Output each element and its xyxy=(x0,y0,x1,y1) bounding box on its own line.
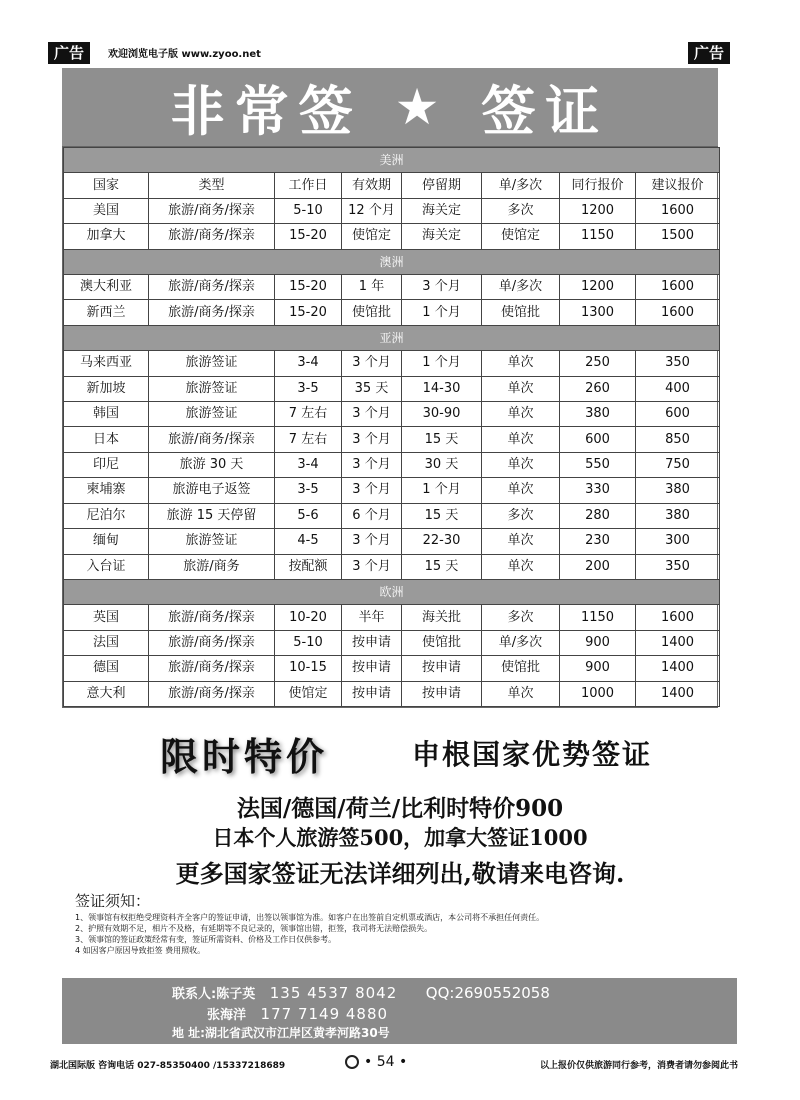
table-cell: 380 xyxy=(636,478,720,503)
column-header: 单/多次 xyxy=(482,173,560,198)
promo-line-3: 更多国家签证无法详细列出,敬请来电咨询. xyxy=(175,859,625,888)
table-cell: 海关批 xyxy=(402,605,482,630)
contact-row-2 xyxy=(207,1004,388,1023)
table-cell: 单/多次 xyxy=(482,275,560,300)
table-cell: 750 xyxy=(636,452,720,477)
table-row xyxy=(64,427,720,452)
table-cell: 使馆定 xyxy=(342,224,402,249)
table-row xyxy=(64,198,720,223)
table-row xyxy=(64,503,720,528)
table-cell: 按申请 xyxy=(402,656,482,681)
table-cell: 5-6 xyxy=(275,503,342,528)
table-cell: 380 xyxy=(636,503,720,528)
note-item: 1、领事馆有权拒绝受理资料齐全客户的签证申请，出签以领事馆为准。如客户在出签前自定机票或酒店，本公司将不承担任何责任。 xyxy=(75,913,545,922)
contact-box xyxy=(62,978,737,1044)
table-cell: 15-20 xyxy=(275,275,342,300)
table-cell: 10-20 xyxy=(275,605,342,630)
table-cell: 马来西亚 xyxy=(64,351,149,376)
table-cell: 海关定 xyxy=(402,224,482,249)
table-cell: 4-5 xyxy=(275,529,342,554)
table-cell: 旅游 30 天 xyxy=(149,452,275,477)
promo-line-2: 日本个人旅游签500，加拿大签证1000 xyxy=(212,825,588,850)
table-cell: 7 左右 xyxy=(275,402,342,427)
table-cell: 230 xyxy=(560,529,636,554)
table-cell: 旅游/商务/探亲 xyxy=(149,275,275,300)
table-cell: 旅游/商务/探亲 xyxy=(149,198,275,223)
ad-badge-left: 广告 xyxy=(48,42,90,64)
table-cell: 1600 xyxy=(636,275,720,300)
table-cell: 1200 xyxy=(560,198,636,223)
visa-notes-title: 签证须知： xyxy=(75,892,151,910)
table-cell: 5-10 xyxy=(275,198,342,223)
table-cell: 250 xyxy=(560,351,636,376)
table-cell: 3-5 xyxy=(275,376,342,401)
table-cell: 按申请 xyxy=(402,681,482,706)
table-cell: 印尼 xyxy=(64,452,149,477)
table-cell: 3 个月 xyxy=(342,427,402,452)
table-cell: 使馆定 xyxy=(275,681,342,706)
contact-phone-2[interactable]: 177 7149 4880 xyxy=(260,1005,389,1023)
table-cell: 400 xyxy=(636,376,720,401)
table-cell: 单次 xyxy=(482,478,560,503)
table-cell: 旅游/商务/探亲 xyxy=(149,300,275,325)
table-cell: 旅游/商务/探亲 xyxy=(149,605,275,630)
region-label: 美洲 xyxy=(64,148,720,173)
table-cell: 旅游签证 xyxy=(149,351,275,376)
title-banner xyxy=(62,68,718,146)
table-cell: 1 年 xyxy=(342,275,402,300)
table-cell: 280 xyxy=(560,503,636,528)
star-icon: ★ xyxy=(394,78,450,136)
table-cell: 旅游/商务/探亲 xyxy=(149,224,275,249)
table-row xyxy=(64,529,720,554)
table-cell: 1600 xyxy=(636,198,720,223)
table-cell: 日本 xyxy=(64,427,149,452)
table-cell: 使馆批 xyxy=(482,656,560,681)
table-cell: 新西兰 xyxy=(64,300,149,325)
table-cell: 旅游 15 天停留 xyxy=(149,503,275,528)
table-cell: 旅游签证 xyxy=(149,402,275,427)
table-cell: 使馆批 xyxy=(402,630,482,655)
table-cell: 12 个月 xyxy=(342,198,402,223)
table-cell: 加拿大 xyxy=(64,224,149,249)
table-cell: 3 个月 xyxy=(342,478,402,503)
table-row xyxy=(64,275,720,300)
table-cell: 法国 xyxy=(64,630,149,655)
table-header-row xyxy=(64,173,720,198)
table-cell: 260 xyxy=(560,376,636,401)
table-cell: 单次 xyxy=(482,554,560,579)
region-label: 亚洲 xyxy=(64,325,720,350)
table-cell: 350 xyxy=(636,351,720,376)
region-label: 澳洲 xyxy=(64,249,720,274)
table-cell: 600 xyxy=(560,427,636,452)
note-item: 2、护照有效期不足，相片不及格，有延期等不良记录的，领事馆出错，拒签，我司将无法赔偿损失。 xyxy=(75,924,433,933)
table-cell: 按配额 xyxy=(275,554,342,579)
table-cell: 入台证 xyxy=(64,554,149,579)
table-cell: 新加坡 xyxy=(64,376,149,401)
table-row xyxy=(64,630,720,655)
table-cell: 使馆定 xyxy=(482,224,560,249)
table-cell: 单/多次 xyxy=(482,630,560,655)
table-cell: 15 天 xyxy=(402,554,482,579)
table-cell: 3 个月 xyxy=(342,351,402,376)
table-cell: 按申请 xyxy=(342,656,402,681)
region-row-asia xyxy=(64,325,720,350)
footer-disclaimer: 以上报价仅供旅游同行参考，消费者请勿参阅此书 xyxy=(539,1061,738,1071)
table-cell: 美国 xyxy=(64,198,149,223)
table-cell: 550 xyxy=(560,452,636,477)
table-row xyxy=(64,402,720,427)
table-cell: 350 xyxy=(636,554,720,579)
visa-notes-list xyxy=(75,912,755,956)
table-cell: 单次 xyxy=(482,351,560,376)
contact-name-2: 张海洋 xyxy=(207,1008,247,1023)
region-label: 欧洲 xyxy=(64,579,720,604)
table-cell: 15 天 xyxy=(402,427,482,452)
column-header: 同行报价 xyxy=(560,173,636,198)
page-number xyxy=(345,1054,407,1070)
table-cell: 300 xyxy=(636,529,720,554)
table-cell: 旅游/商务/探亲 xyxy=(149,630,275,655)
table-row xyxy=(64,605,720,630)
table-cell: 1400 xyxy=(636,630,720,655)
table-cell: 单次 xyxy=(482,376,560,401)
column-header: 工作日 xyxy=(275,173,342,198)
promo-line-1: 法国/德国/荷兰/比利时特价900 xyxy=(236,795,564,822)
table-cell: 900 xyxy=(560,656,636,681)
table-cell: 旅游电子返签 xyxy=(149,478,275,503)
footer-left-text: 湖北国际版 咨询电话 027-85350400 /15337218689 xyxy=(50,1061,286,1071)
table-cell: 330 xyxy=(560,478,636,503)
table-cell: 柬埔寨 xyxy=(64,478,149,503)
contact-row-1 xyxy=(172,983,550,1002)
table-cell: 3-4 xyxy=(275,452,342,477)
table-cell: 德国 xyxy=(64,656,149,681)
contact-address: 地 址:湖北省武汉市江岸区黄孝河路30号 xyxy=(172,1026,390,1040)
table-row xyxy=(64,681,720,706)
limited-time-offer-title: 限时特价 xyxy=(160,734,329,779)
table-cell: 1150 xyxy=(560,224,636,249)
table-cell: 1 个月 xyxy=(402,300,482,325)
table-cell: 单次 xyxy=(482,402,560,427)
table-cell: 900 xyxy=(560,630,636,655)
table-cell: 1 个月 xyxy=(402,478,482,503)
table-row xyxy=(64,478,720,503)
region-row-europe xyxy=(64,579,720,604)
table-cell: 1150 xyxy=(560,605,636,630)
table-row xyxy=(64,656,720,681)
table-cell: 多次 xyxy=(482,605,560,630)
table-cell: 1500 xyxy=(636,224,720,249)
table-cell: 6 个月 xyxy=(342,503,402,528)
table-cell: 850 xyxy=(636,427,720,452)
table-cell: 10-15 xyxy=(275,656,342,681)
banner-title-left: 非常签 xyxy=(170,79,363,143)
table-cell: 3-4 xyxy=(275,351,342,376)
table-cell: 意大利 xyxy=(64,681,149,706)
table-cell: 按申请 xyxy=(342,630,402,655)
table-cell: 旅游/商务/探亲 xyxy=(149,427,275,452)
table-cell: 1400 xyxy=(636,681,720,706)
table-cell: 尼泊尔 xyxy=(64,503,149,528)
table-cell: 380 xyxy=(560,402,636,427)
table-row xyxy=(64,351,720,376)
region-row-oceania xyxy=(64,249,720,274)
table-cell: 600 xyxy=(636,402,720,427)
column-header: 停留期 xyxy=(402,173,482,198)
table-cell: 单次 xyxy=(482,681,560,706)
table-cell: 1600 xyxy=(636,605,720,630)
contact-phone-1[interactable]: 135 4537 8042 xyxy=(269,984,398,1002)
table-cell: 1200 xyxy=(560,275,636,300)
table-cell: 旅游/商务 xyxy=(149,554,275,579)
table-cell: 1400 xyxy=(636,656,720,681)
page-number-text: • 54 • xyxy=(364,1054,408,1070)
website-url[interactable]: 欢迎浏览电子版 www.zyoo.net xyxy=(108,49,261,60)
schengen-visa-title: 申根国家优势签证 xyxy=(412,738,653,771)
table-cell: 3 个月 xyxy=(342,452,402,477)
table-cell: 韩国 xyxy=(64,402,149,427)
table-cell: 35 天 xyxy=(342,376,402,401)
table-cell: 3-5 xyxy=(275,478,342,503)
table-row xyxy=(64,300,720,325)
table-cell: 澳大利亚 xyxy=(64,275,149,300)
column-header: 有效期 xyxy=(342,173,402,198)
table-cell: 1 个月 xyxy=(402,351,482,376)
table-cell: 200 xyxy=(560,554,636,579)
column-header: 建议报价 xyxy=(636,173,720,198)
table-cell: 30 天 xyxy=(402,452,482,477)
table-cell: 15-20 xyxy=(275,300,342,325)
table-cell: 使馆批 xyxy=(482,300,560,325)
table-cell: 旅游签证 xyxy=(149,376,275,401)
table-row xyxy=(64,452,720,477)
table-cell: 15-20 xyxy=(275,224,342,249)
table-cell: 3 个月 xyxy=(342,529,402,554)
table-cell: 单次 xyxy=(482,427,560,452)
table-cell: 3 个月 xyxy=(342,402,402,427)
table-cell: 15 天 xyxy=(402,503,482,528)
table-cell: 多次 xyxy=(482,503,560,528)
table-row xyxy=(64,376,720,401)
table-cell: 单次 xyxy=(482,529,560,554)
table-cell: 14-30 xyxy=(402,376,482,401)
table-cell: 使馆批 xyxy=(342,300,402,325)
table-cell: 缅甸 xyxy=(64,529,149,554)
table-cell: 1600 xyxy=(636,300,720,325)
table-cell: 多次 xyxy=(482,198,560,223)
note-item: 3、领事馆的签证政策经常有变，签证所需资料、价格及工作日仅供参考。 xyxy=(75,935,337,944)
column-header: 国家 xyxy=(64,173,149,198)
table-cell: 旅游/商务/探亲 xyxy=(149,656,275,681)
table-cell: 单次 xyxy=(482,452,560,477)
table-cell: 海关定 xyxy=(402,198,482,223)
banner-title-right: 签证 xyxy=(481,79,610,143)
contact-name-1: 联系人:陈子英 xyxy=(172,987,256,1002)
table-cell: 1000 xyxy=(560,681,636,706)
table-row xyxy=(64,224,720,249)
visa-price-table xyxy=(63,147,720,707)
contact-qq[interactable]: QQ:2690552058 xyxy=(425,984,550,1002)
column-header: 类型 xyxy=(149,173,275,198)
ad-badge-right: 广告 xyxy=(688,42,730,64)
note-item: 4 如因客户原因导致拒签 费用照收。 xyxy=(75,946,206,955)
logo-icon xyxy=(345,1055,359,1069)
table-cell: 7 左右 xyxy=(275,427,342,452)
region-row-americas xyxy=(64,148,720,173)
table-cell: 旅游/商务/探亲 xyxy=(149,681,275,706)
table-cell: 3 个月 xyxy=(402,275,482,300)
table-row xyxy=(64,554,720,579)
table-cell: 半年 xyxy=(342,605,402,630)
table-cell: 22-30 xyxy=(402,529,482,554)
table-cell: 30-90 xyxy=(402,402,482,427)
visa-price-table-frame xyxy=(62,146,718,708)
table-cell: 5-10 xyxy=(275,630,342,655)
table-cell: 3 个月 xyxy=(342,554,402,579)
table-cell: 旅游签证 xyxy=(149,529,275,554)
table-cell: 英国 xyxy=(64,605,149,630)
table-cell: 1300 xyxy=(560,300,636,325)
table-cell: 按申请 xyxy=(342,681,402,706)
